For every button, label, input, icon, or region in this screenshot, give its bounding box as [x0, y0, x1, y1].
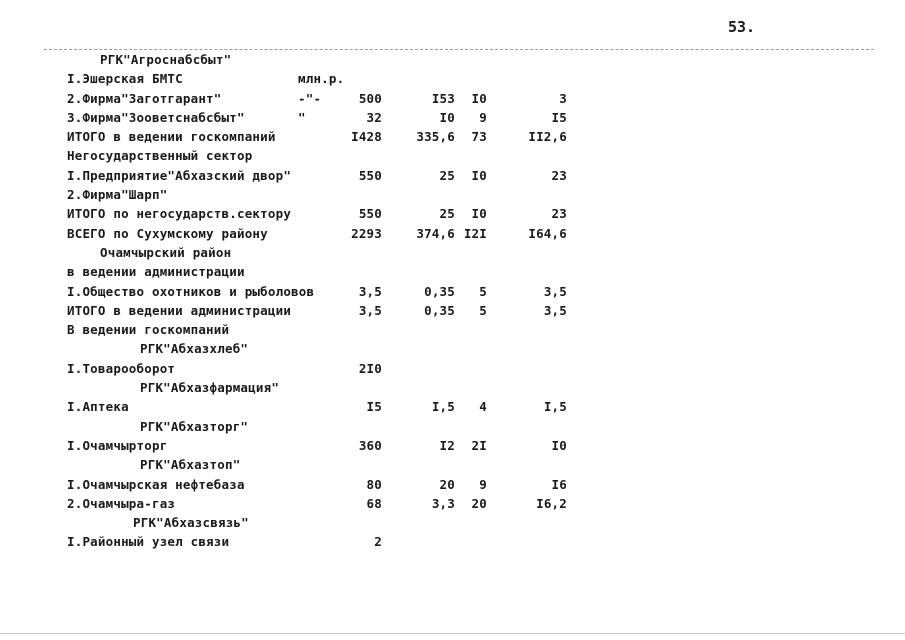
table-row — [0, 69, 905, 88]
value-col-1: I5 — [366, 399, 382, 415]
value-col-3: 5 — [479, 283, 487, 299]
value-col-2: I2 — [439, 437, 455, 453]
value-col-3: 20 — [471, 495, 487, 511]
section-heading: РГК"Абхазторг" — [140, 418, 249, 434]
row-label: I.Аптека — [67, 399, 129, 415]
table-row — [0, 301, 905, 320]
table-row — [0, 243, 905, 262]
row-label: в ведении администрации — [67, 264, 245, 280]
table-row — [0, 127, 905, 146]
table-row — [0, 455, 905, 474]
row-label: I.Общество охотников и рыболовов — [67, 283, 315, 299]
value-col-4: 23 — [551, 167, 567, 183]
value-col-1: 500 — [358, 90, 382, 106]
value-col-1: 3,5 — [358, 302, 382, 318]
unit-cell: млн.р. — [298, 71, 345, 87]
table-row — [0, 166, 905, 185]
value-col-1: 550 — [358, 206, 382, 222]
value-col-2: I0 — [439, 109, 455, 125]
value-col-1: 2I0 — [358, 360, 382, 376]
table-row — [0, 513, 905, 532]
value-col-4: I64,6 — [528, 225, 567, 241]
table-row — [0, 532, 905, 551]
value-col-4: 3,5 — [543, 283, 567, 299]
row-label: I.Очамчырторг — [67, 437, 168, 453]
unit-cell: " — [298, 109, 306, 125]
value-col-2: 335,6 — [416, 129, 455, 145]
value-col-2: I53 — [431, 90, 455, 106]
table-row — [0, 475, 905, 494]
value-col-4: II2,6 — [528, 129, 567, 145]
value-col-1: 80 — [366, 476, 382, 492]
value-col-2: 374,6 — [416, 225, 455, 241]
value-col-2: 0,35 — [424, 302, 455, 318]
table-row — [0, 359, 905, 378]
value-col-1: 68 — [366, 495, 382, 511]
row-label: I.Эшерская БМТС — [67, 71, 183, 87]
value-col-3: 4 — [479, 399, 487, 415]
row-label: I.Районный узел связи — [67, 534, 230, 550]
value-col-4: 3 — [559, 90, 567, 106]
table-row — [0, 185, 905, 204]
value-col-1: I428 — [351, 129, 382, 145]
value-col-2: 3,3 — [431, 495, 455, 511]
value-col-2: 20 — [439, 476, 455, 492]
section-heading: Очамчырский район — [100, 244, 232, 260]
table-row — [0, 204, 905, 223]
page-edge — [0, 633, 905, 634]
row-label: В ведении госкомпаний — [67, 322, 230, 338]
value-col-3: I0 — [471, 167, 487, 183]
value-col-4: I,5 — [543, 399, 567, 415]
row-label: 3.Фирма"Зооветснабсбыт" — [67, 109, 245, 125]
row-label: ВСЕГО по Сухумскому району — [67, 225, 268, 241]
section-heading: РГК"Абхазсвязь" — [133, 515, 249, 531]
table-row — [0, 224, 905, 243]
table-row — [0, 339, 905, 358]
section-heading: РГК"Агроснабсбыт" — [100, 52, 232, 67]
table-row — [0, 494, 905, 513]
row-label: I.Предприятие"Абхазский двор" — [67, 167, 292, 183]
value-col-3: 2I — [471, 437, 487, 453]
value-col-4: I6 — [551, 476, 567, 492]
row-label: I.Товарооборот — [67, 360, 176, 376]
value-col-1: 2293 — [351, 225, 382, 241]
table-row — [0, 262, 905, 281]
value-col-3: 9 — [479, 109, 487, 125]
value-col-1: 550 — [358, 167, 382, 183]
value-col-2: 0,35 — [424, 283, 455, 299]
value-col-4: 23 — [551, 206, 567, 222]
value-col-4: I0 — [551, 437, 567, 453]
table-row — [0, 417, 905, 436]
value-col-1: 3,5 — [358, 283, 382, 299]
value-col-3: 73 — [471, 129, 487, 145]
table-row — [0, 320, 905, 339]
table-row — [0, 436, 905, 455]
row-label: 2.Фирма"Заготгарант" — [67, 90, 222, 106]
table-row — [0, 282, 905, 301]
value-col-3: 9 — [479, 476, 487, 492]
row-label: ИТОГО в ведении администрации — [67, 302, 292, 318]
value-col-4: I6,2 — [536, 495, 567, 511]
row-label: ИТОГО в ведении госкомпаний — [67, 129, 276, 145]
value-col-4: I5 — [551, 109, 567, 125]
value-col-2: I,5 — [431, 399, 455, 415]
row-label: 2.Очамчыра-газ — [67, 495, 176, 511]
row-label: I.Очамчырская нефтебаза — [67, 476, 245, 492]
page-number: 53. — [728, 18, 756, 36]
section-heading: РГК"Абхазхлеб" — [140, 341, 249, 357]
section-heading: РГК"Абхазфармация" — [140, 380, 280, 396]
table-row — [0, 146, 905, 165]
table-row — [0, 50, 905, 69]
table-row — [0, 108, 905, 127]
value-col-2: 25 — [439, 167, 455, 183]
table-row — [0, 397, 905, 416]
row-label: 2.Фирма"Шарп" — [67, 187, 168, 203]
value-col-3: I0 — [471, 206, 487, 222]
statistics-table — [0, 50, 905, 552]
value-col-4: 3,5 — [543, 302, 567, 318]
value-col-1: 2 — [374, 534, 382, 550]
value-col-3: I0 — [471, 90, 487, 106]
value-col-1: 360 — [358, 437, 382, 453]
value-col-3: 5 — [479, 302, 487, 318]
row-label: Негосударственный сектор — [67, 148, 253, 164]
table-row — [0, 89, 905, 108]
value-col-1: 32 — [366, 109, 382, 125]
row-label: ИТОГО по негосударств.сектору — [67, 206, 292, 222]
value-col-3: I2I — [463, 225, 487, 241]
section-heading: РГК"Абхазтоп" — [140, 457, 241, 473]
value-col-2: 25 — [439, 206, 455, 222]
unit-cell: -"- — [298, 90, 322, 106]
table-row — [0, 378, 905, 397]
